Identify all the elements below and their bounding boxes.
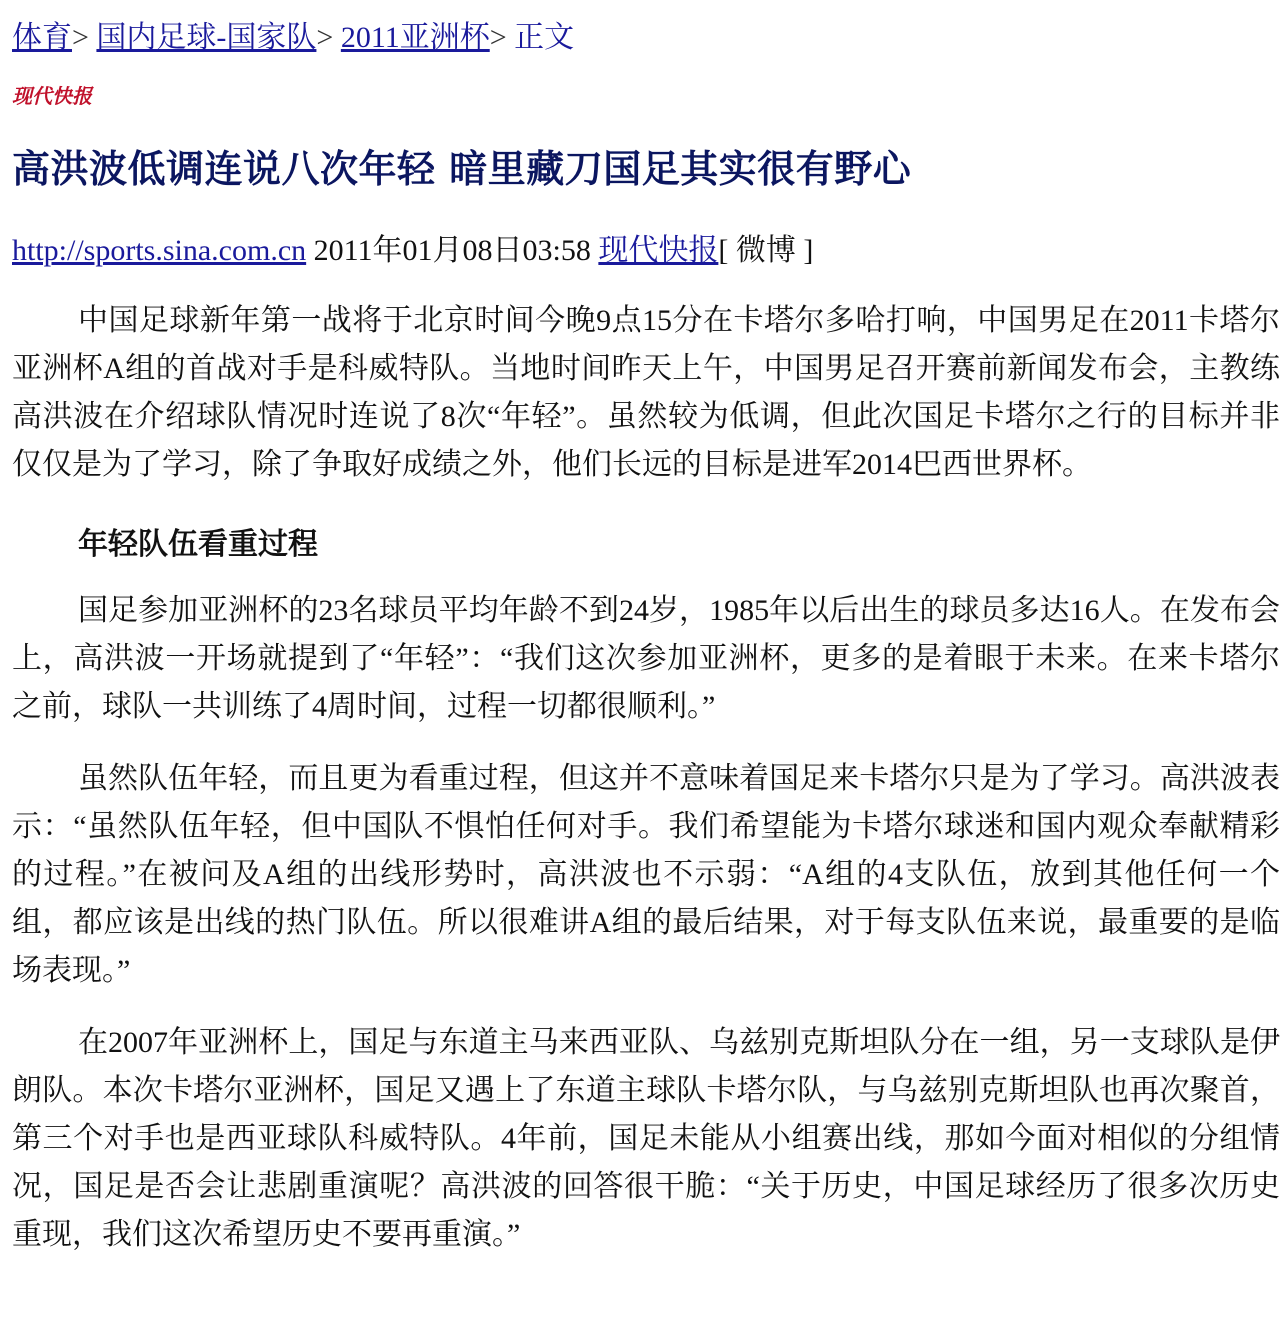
breadcrumb (12, 16, 1284, 60)
paragraph: 虽然队伍年轻，而且更为看重过程，但这并不意味着国足来卡塔尔只是为了学习。高洪波表示：“虽然队伍年轻，但中国队不惧怕任何对手。我们希望能为卡塔尔球迷和国内观众奉献精彩的过程。”在被问及A组的出线形势时，高洪波也不示弱：“A组的4支队伍，放到其他任何一个组，都应该是出线的热门队伍。所以很难讲A组的最后结果，对于每支队伍来说，最重要的是临场表现。” (12, 762, 1280, 987)
publish-datetime: 2011年01月08日03:58 (313, 234, 591, 267)
paragraph: 国足参加亚洲杯的23名球员平均年龄不到24岁，1985年以后出生的球员多达16人。在发布会上，高洪波一开场就提到了“年轻”：“我们这次参加亚洲杯，更多的是着眼于未来。在来卡塔尔之前，球队一共训练了4周时间，过程一切都很顺利。” (12, 594, 1280, 723)
source-link[interactable]: 现代快报 (598, 234, 719, 267)
weibo-link[interactable]: [ 微博 ] (718, 234, 814, 267)
breadcrumb-current: 正文 (514, 21, 575, 54)
article-meta (12, 229, 1280, 273)
breadcrumb-separator: > (316, 21, 334, 54)
source-logo: 现代快报 (12, 84, 92, 108)
breadcrumb-asian-cup[interactable]: 2011亚洲杯 (340, 21, 490, 54)
subheading: 年轻队伍看重过程 (78, 527, 318, 562)
breadcrumb-national-team[interactable]: 国内足球-国家队 (96, 21, 317, 54)
paragraph: 中国足球新年第一战将于北京时间今晚9点15分在卡塔尔多哈打响，中国男足在2011卡塔尔亚洲杯A组的首战对手是科威特队。当地时间昨天上午，中国男足召开赛前新闻发布会，主教练高洪波在介绍球队情况时连说了8次“年轻”。虽然较为低调，但此次国足卡塔尔之行的目标并非仅仅是为了学习，除了争取好成绩之外，他们长远的目标是进军2014巴西世界杯。 (12, 304, 1280, 481)
breadcrumb-sports[interactable]: 体育 (12, 21, 72, 54)
breadcrumb-separator: > (489, 21, 507, 54)
site-url-link[interactable]: http://sports.sina.com.cn (12, 234, 307, 267)
breadcrumb-separator: > (72, 21, 89, 54)
article-title: 高洪波低调连说八次年轻 暗里藏刀国足其实很有野心 (12, 147, 912, 191)
paragraph: 在2007年亚洲杯上，国足与东道主马来西亚队、乌兹别克斯坦队分在一组，另一支球队是伊朗队。本次卡塔尔亚洲杯，国足又遇上了东道主球队卡塔尔队，与乌兹别克斯坦队也再次聚首，第三个对手也是西亚球队科威特队。4年前，国足未能从小组赛出线，那如今面对相似的分组情况，国足是否会让悲剧重演呢？高洪波的回答很干脆：“关于历史，中国足球经历了很多次历史重现，我们这次希望历史不要再重演。” (12, 1026, 1280, 1251)
